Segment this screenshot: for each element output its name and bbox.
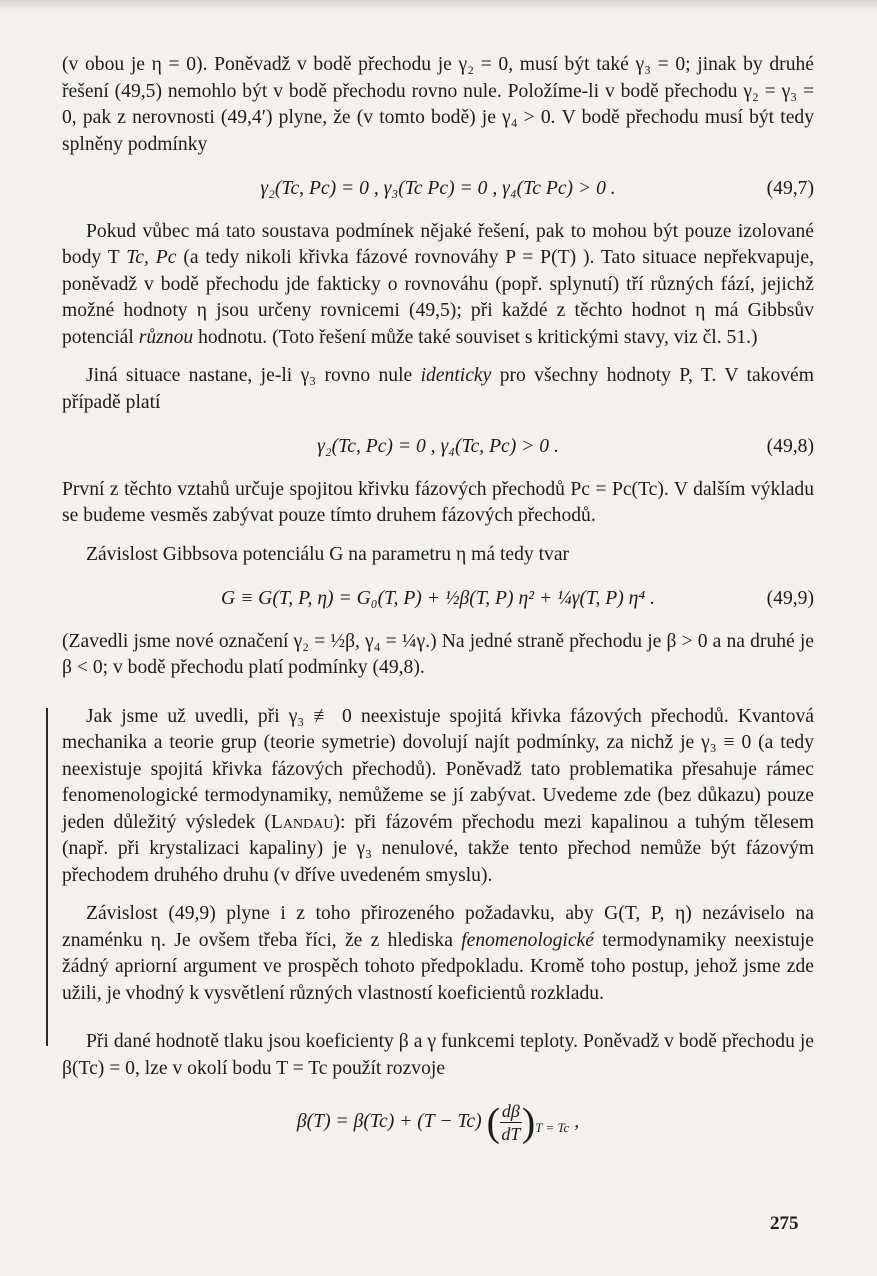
marked-section — [62, 704, 814, 1008]
fraction-numerator: dβ — [501, 1101, 520, 1121]
text-run: Závislost (49,9) plyne i z toho přirozeného požadavku, aby G(T, P, η) nezáviselo na znaménku η. Je ovšem třeba říci, že z hlediska — [62, 903, 814, 951]
margin-bar — [46, 708, 48, 1046]
equation-trail: , — [574, 1111, 580, 1132]
equation-formula: γ₂(Tc, Pc) = 0 , γ₄(Tc, Pc) > 0 . — [317, 436, 559, 457]
equation-lhs: β(T) = β(Tc) + (T − Tc) — [296, 1111, 482, 1132]
emphasis: různou — [138, 326, 194, 348]
paragraph-1: (v obou je η = 0). Poněvadž v bodě přechodu je γ₂ = 0, musí být také γ₃ = 0; jinak by druhé řešení (49,5) nemohlo být v bodě přechodu rovno nule. Položíme-li v bodě přechodu γ₂ = γ₃ = 0, pak z nerovnosti (49,4′) plyne, že (v tomto bodě) je γ₄ > 0. V bodě přechodu musí být tedy splněny podmínky — [62, 54, 814, 155]
symbol-tc: Tc, — [126, 247, 149, 268]
paragraph-7 — [62, 704, 814, 890]
emphasis: identicky — [420, 365, 492, 386]
equation-49-8 — [62, 434, 814, 461]
equation-number: (49,8) — [766, 436, 814, 457]
scan-top-edge — [0, 0, 877, 10]
derivative-fraction — [500, 1100, 522, 1145]
equation-formula: γ₂(Tc, Pc) = 0 , γ₃(Tc Pc) = 0 , γ₄(Tc Pc) > 0 . — [260, 178, 616, 199]
paragraph-8 — [62, 901, 814, 1007]
text-run: Jiná situace nastane, je-li γ₃ rovno nule — [86, 365, 413, 386]
paragraph-3 — [62, 363, 814, 416]
text-run: (a tedy nikoli křivka fázové rovnováhy P = P(T) ). Tato situace nepřekvapuje, poněvadž v bodě přechodu jde fakticky o rovnováhu (popř. splynutí) tří různých fází, jejichž možné hodnoty η jsou určeny rovnicemi (49,5); při každé z těchto hodnot η má Gibbsův potenciál — [62, 247, 814, 348]
paragraph-4: První z těchto vztahů určuje spojitou křivku fázových přechodů Pc = Pc(Tc). V dalším výkladu se budeme vesměs zabývat pouze tímto druhem fázových přechodů. — [62, 478, 814, 526]
page-number: 275 — [770, 1213, 799, 1234]
paragraph-5: Závislost Gibbsova potenciálu G na parametru η má tedy tvar — [86, 543, 570, 565]
text-run: Jak jsme už uvedli, při γ₃ ≢ 0 neexistuje spojitá křivka fázových přechodů. Kvantová mechanika a teorie grup (teorie symetrie) dovolují najít podmínky, za nichž je γ₃ ≡ 0 (a tedy neexistuje spojitá křivka fázových přechodů). Poněvadž tato problematika přesahuje rámec fenomenologické termodynamiky, nemůžeme se jí zabývat. Uvedeme zde (bez důkazu) pouze jeden důležitý výsledek ( — [62, 705, 814, 833]
equation-beta-expansion — [62, 1100, 814, 1145]
equation-49-9 — [62, 586, 814, 613]
derivative-subscript: T = Tc — [535, 1119, 570, 1135]
paragraph-6: (Zavedli jsme nové označení γ₂ = ½β, γ₄ = ¼γ.) Na jedné straně přechodu je β > 0 a na druhé je β < 0; v bodě přechodu platí podmínky (49,8). — [62, 630, 814, 678]
text-run: termodynamiky neexistuje žádný apriorní argument ve prospěch tohoto předpokladu. Kromě toho postup, jehož jsme zde užili, je vhodný k vysvětlení různých vlastností koeficientů rozkladu. — [62, 929, 814, 1004]
text-run: pro všechny hodnoty P, T. V takovém případě platí — [62, 365, 814, 413]
text-run: ): při fázovém přechodu mezi kapalinou a tuhým tělesem (např. při krystalizaci kapaliny) je γ₃ nenulové, takže tento přechod nemůže být fázovým přechodem druhého druhu (v dříve uvedeném smyslu). — [62, 811, 815, 886]
equation-formula — [297, 1100, 579, 1145]
author-name: Landau — [270, 811, 334, 833]
page-body — [62, 52, 814, 1161]
equation-number: (49,7) — [766, 178, 814, 199]
text-run: hodnotu. (Toto řešení může také souviset s kritickými stavy, viz čl. 51.) — [198, 326, 758, 348]
paragraph-2 — [62, 219, 814, 352]
symbol-pc: Pc — [155, 247, 177, 268]
text-run: Pokud vůbec má tato soustava podmínek nějaké řešení, pak to mohou být pouze izolované body T — [62, 220, 814, 268]
paren-open: ( — [486, 1099, 500, 1145]
equation-49-7 — [62, 176, 814, 203]
equation-formula: G ≡ G(T, P, η) = G₀(T, P) + ½β(T, P) η² + ¼γ(T, P) η⁴ . — [221, 588, 655, 609]
fraction-denominator: dT — [501, 1124, 521, 1144]
emphasis: fenomenologické — [461, 929, 594, 951]
equation-number: (49,9) — [766, 588, 814, 609]
paren-close: ) — [521, 1099, 536, 1145]
paragraph-9: Při dané hodnotě tlaku jsou koeficienty β a γ funkcemi teploty. Poněvadž v bodě přechodu je β(Tc) = 0, lze v okolí bodu T = Tc použít rozvoje — [62, 1031, 814, 1079]
